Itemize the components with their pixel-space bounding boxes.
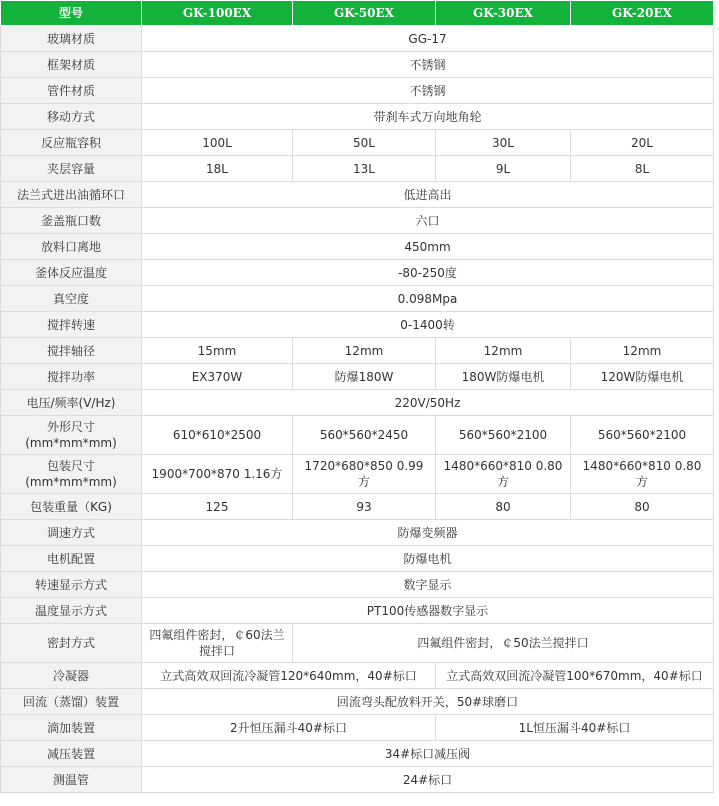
value-cell: 100L <box>142 130 293 156</box>
value-cell: 560*560*2100 <box>436 416 571 455</box>
row-label: 搅拌轴径 <box>1 338 142 364</box>
table-row <box>1 78 714 104</box>
value-cell: 立式高效双回流冷凝管120*640mm，40#标口 <box>142 663 436 689</box>
header-cell-gk50ex: GK-50EX <box>293 1 436 26</box>
value-cell: 不锈钢 <box>142 52 714 78</box>
value-cell: 30L <box>436 130 571 156</box>
row-label: 转速显示方式 <box>1 572 142 598</box>
header-cell-gk30ex: GK-30EX <box>436 1 571 26</box>
value-cell: 1480*660*810 0.80方 <box>436 455 571 494</box>
row-label: 夹层容量 <box>1 156 142 182</box>
table-row <box>1 546 714 572</box>
value-cell: 120W防爆电机 <box>571 364 714 390</box>
row-label: 电压/频率(V/Hz) <box>1 390 142 416</box>
value-cell: 不锈钢 <box>142 78 714 104</box>
value-cell: 0-1400转 <box>142 312 714 338</box>
value-cell: GG-17 <box>142 26 714 52</box>
row-label: 法兰式进出油循环口 <box>1 182 142 208</box>
table-row <box>1 234 714 260</box>
value-cell: 12mm <box>293 338 436 364</box>
table-row <box>1 689 714 715</box>
row-label: 移动方式 <box>1 104 142 130</box>
table-row <box>1 52 714 78</box>
value-cell: 80 <box>436 494 571 520</box>
table-row <box>1 390 714 416</box>
row-label: 滴加装置 <box>1 715 142 741</box>
row-label: 釜盖瓶口数 <box>1 208 142 234</box>
value-cell: 1L恒压漏斗40#标口 <box>436 715 714 741</box>
header-row <box>1 1 714 26</box>
value-cell: 1900*700*870 1.16方 <box>142 455 293 494</box>
value-cell: 回流弯头配放料开关，50#球磨口 <box>142 689 714 715</box>
table-row <box>1 260 714 286</box>
value-cell: 18L <box>142 156 293 182</box>
value-cell: 9L <box>436 156 571 182</box>
row-label: 包装尺寸 (mm*mm*mm) <box>1 455 142 494</box>
value-cell: 50L <box>293 130 436 156</box>
value-cell: 2升恒压漏斗40#标口 <box>142 715 436 741</box>
table-row <box>1 598 714 624</box>
value-cell: 80 <box>571 494 714 520</box>
row-label: 玻璃材质 <box>1 26 142 52</box>
table-row <box>1 624 714 663</box>
row-label: 密封方式 <box>1 624 142 663</box>
value-cell: 防爆电机 <box>142 546 714 572</box>
row-label: 回流（蒸馏）装置 <box>1 689 142 715</box>
table-row <box>1 520 714 546</box>
row-label: 反应瓶容积 <box>1 130 142 156</box>
value-cell: 560*560*2450 <box>293 416 436 455</box>
row-label: 调速方式 <box>1 520 142 546</box>
table-row <box>1 663 714 689</box>
table-row <box>1 208 714 234</box>
table-row <box>1 494 714 520</box>
row-label: 釜体反应温度 <box>1 260 142 286</box>
value-cell: 13L <box>293 156 436 182</box>
row-label: 真空度 <box>1 286 142 312</box>
table-row <box>1 715 714 741</box>
table-row <box>1 104 714 130</box>
row-label: 搅拌转速 <box>1 312 142 338</box>
value-cell: 1480*660*810 0.80方 <box>571 455 714 494</box>
table-row <box>1 286 714 312</box>
table-row <box>1 26 714 52</box>
value-cell: 带刹车式万向地角轮 <box>142 104 714 130</box>
header-cell-gk100ex: GK-100EX <box>142 1 293 26</box>
value-cell: 93 <box>293 494 436 520</box>
table-row <box>1 455 714 494</box>
value-cell: 560*560*2100 <box>571 416 714 455</box>
value-cell: 8L <box>571 156 714 182</box>
value-cell: 125 <box>142 494 293 520</box>
value-cell: 防爆180W <box>293 364 436 390</box>
table-row <box>1 416 714 455</box>
value-cell: 数字显示 <box>142 572 714 598</box>
header-cell-gk20ex: GK-20EX <box>571 1 714 26</box>
row-label: 搅拌功率 <box>1 364 142 390</box>
row-label: 冷凝器 <box>1 663 142 689</box>
value-cell: EX370W <box>142 364 293 390</box>
value-cell: 12mm <box>436 338 571 364</box>
row-label: 外形尺寸 (mm*mm*mm) <box>1 416 142 455</box>
value-cell: 四氟组件密封，￠60法兰搅拌口 <box>142 624 293 663</box>
value-cell: 20L <box>571 130 714 156</box>
table-row <box>1 312 714 338</box>
row-label: 放料口离地 <box>1 234 142 260</box>
value-cell: 610*610*2500 <box>142 416 293 455</box>
value-cell: 六口 <box>142 208 714 234</box>
table-row <box>1 130 714 156</box>
value-cell: 15mm <box>142 338 293 364</box>
table-row <box>1 767 714 793</box>
row-label: 减压装置 <box>1 741 142 767</box>
value-cell: 四氟组件密封，￠50法兰搅拌口 <box>293 624 714 663</box>
header-cell-model: 型号 <box>1 1 142 26</box>
row-label: 管件材质 <box>1 78 142 104</box>
table-row <box>1 741 714 767</box>
table-row <box>1 572 714 598</box>
row-label: 包装重量（KG) <box>1 494 142 520</box>
row-label: 温度显示方式 <box>1 598 142 624</box>
row-label: 电机配置 <box>1 546 142 572</box>
value-cell: 0.098Mpa <box>142 286 714 312</box>
spec-body <box>1 26 714 793</box>
value-cell: 220V/50Hz <box>142 390 714 416</box>
table-row <box>1 338 714 364</box>
value-cell: 24#标口 <box>142 767 714 793</box>
row-label: 框架材质 <box>1 52 142 78</box>
row-label: 测温管 <box>1 767 142 793</box>
value-cell: 180W防爆电机 <box>436 364 571 390</box>
value-cell: -80-250度 <box>142 260 714 286</box>
value-cell: PT100传感器数字显示 <box>142 598 714 624</box>
value-cell: 1720*680*850 0.99方 <box>293 455 436 494</box>
value-cell: 34#标口减压阀 <box>142 741 714 767</box>
table-row <box>1 182 714 208</box>
value-cell: 立式高效双回流冷凝管100*670mm，40#标口 <box>436 663 714 689</box>
table-row <box>1 364 714 390</box>
value-cell: 12mm <box>571 338 714 364</box>
value-cell: 450mm <box>142 234 714 260</box>
value-cell: 防爆变频器 <box>142 520 714 546</box>
value-cell: 低进高出 <box>142 182 714 208</box>
table-row <box>1 156 714 182</box>
